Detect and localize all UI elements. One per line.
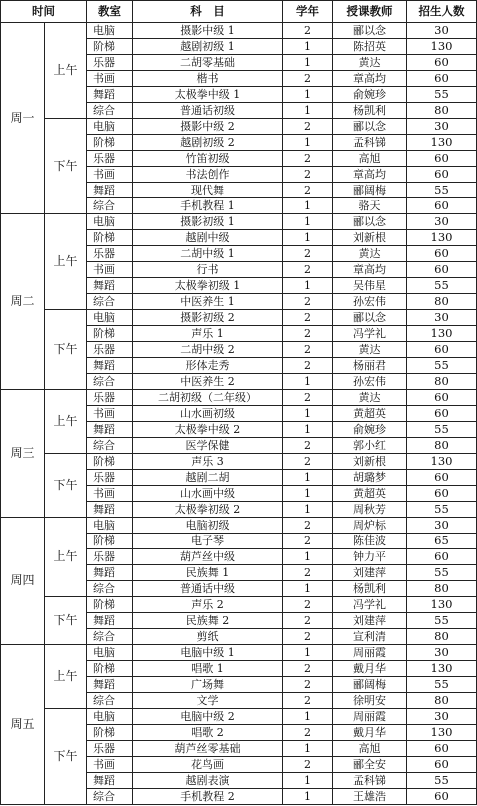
count-cell: 55 bbox=[407, 421, 477, 437]
subject-cell: 摄影初级 2 bbox=[133, 310, 283, 326]
year-cell: 1 bbox=[283, 645, 333, 661]
subject-cell: 竹笛初级 bbox=[133, 150, 283, 166]
teacher-cell: 俞婉珍 bbox=[333, 86, 407, 102]
count-cell: 60 bbox=[407, 262, 477, 278]
header-room: 教室 bbox=[87, 1, 133, 23]
count-cell: 60 bbox=[407, 198, 477, 214]
room-cell: 综合 bbox=[87, 629, 133, 645]
teacher-cell: 戴月华 bbox=[333, 661, 407, 677]
count-cell: 30 bbox=[407, 517, 477, 533]
teacher-cell: 郦以念 bbox=[333, 23, 407, 39]
year-cell: 1 bbox=[283, 740, 333, 756]
teacher-cell: 杨丽君 bbox=[333, 358, 407, 374]
year-cell: 1 bbox=[283, 501, 333, 517]
room-cell: 乐器 bbox=[87, 740, 133, 756]
subject-cell: 医学保健 bbox=[133, 437, 283, 453]
count-cell: 55 bbox=[407, 565, 477, 581]
year-cell: 2 bbox=[283, 389, 333, 405]
subject-cell: 文学 bbox=[133, 693, 283, 709]
count-cell: 30 bbox=[407, 23, 477, 39]
room-cell: 阶梯 bbox=[87, 533, 133, 549]
teacher-cell: 王雄浩 bbox=[333, 788, 407, 804]
subject-cell: 越剧中级 bbox=[133, 230, 283, 246]
room-cell: 综合 bbox=[87, 102, 133, 118]
count-cell: 30 bbox=[407, 118, 477, 134]
teacher-cell: 俞婉珍 bbox=[333, 421, 407, 437]
teacher-cell: 陈佳波 bbox=[333, 533, 407, 549]
count-cell: 130 bbox=[407, 326, 477, 342]
year-cell: 2 bbox=[283, 453, 333, 469]
subject-cell: 剪纸 bbox=[133, 629, 283, 645]
teacher-cell: 黄超英 bbox=[333, 485, 407, 501]
subject-cell: 民族舞 1 bbox=[133, 565, 283, 581]
year-cell: 2 bbox=[283, 118, 333, 134]
header-row bbox=[1, 1, 477, 23]
year-cell: 2 bbox=[283, 326, 333, 342]
subject-cell: 越剧二胡 bbox=[133, 469, 283, 485]
period-cell: 下午 bbox=[45, 453, 87, 517]
year-cell: 1 bbox=[283, 405, 333, 421]
count-cell: 55 bbox=[407, 501, 477, 517]
subject-cell: 行书 bbox=[133, 262, 283, 278]
subject-cell: 声乐 2 bbox=[133, 597, 283, 613]
count-cell: 80 bbox=[407, 294, 477, 310]
day-cell: 周一 bbox=[1, 23, 45, 214]
count-cell: 80 bbox=[407, 437, 477, 453]
count-cell: 55 bbox=[407, 358, 477, 374]
subject-cell: 二胡初级（二年级） bbox=[133, 389, 283, 405]
subject-cell: 声乐 3 bbox=[133, 453, 283, 469]
teacher-cell: 黄超英 bbox=[333, 405, 407, 421]
teacher-cell: 郦以念 bbox=[333, 310, 407, 326]
year-cell: 2 bbox=[283, 166, 333, 182]
subject-cell: 中医养生 1 bbox=[133, 294, 283, 310]
subject-cell: 葫芦丝中级 bbox=[133, 549, 283, 565]
subject-cell: 声乐 1 bbox=[133, 326, 283, 342]
year-cell: 1 bbox=[283, 230, 333, 246]
table-row bbox=[1, 389, 477, 405]
year-cell: 1 bbox=[283, 86, 333, 102]
period-cell: 下午 bbox=[45, 310, 87, 390]
count-cell: 60 bbox=[407, 342, 477, 358]
subject-cell: 二胡中级 1 bbox=[133, 246, 283, 262]
room-cell: 阶梯 bbox=[87, 134, 133, 150]
teacher-cell: 刘建萍 bbox=[333, 613, 407, 629]
room-cell: 书画 bbox=[87, 262, 133, 278]
teacher-cell: 骆天 bbox=[333, 198, 407, 214]
room-cell: 电脑 bbox=[87, 310, 133, 326]
subject-cell: 手机教程 2 bbox=[133, 788, 283, 804]
subject-cell: 摄影中级 2 bbox=[133, 118, 283, 134]
count-cell: 55 bbox=[407, 182, 477, 198]
count-cell: 30 bbox=[407, 214, 477, 230]
room-cell: 舞蹈 bbox=[87, 421, 133, 437]
count-cell: 130 bbox=[407, 134, 477, 150]
year-cell: 1 bbox=[283, 485, 333, 501]
count-cell: 60 bbox=[407, 740, 477, 756]
subject-cell: 二胡中级 2 bbox=[133, 342, 283, 358]
period-cell: 下午 bbox=[45, 708, 87, 804]
room-cell: 舞蹈 bbox=[87, 501, 133, 517]
table-row bbox=[1, 310, 477, 326]
teacher-cell: 郦以念 bbox=[333, 214, 407, 230]
teacher-cell: 郦全安 bbox=[333, 756, 407, 772]
subject-cell: 葫芦丝零基础 bbox=[133, 740, 283, 756]
table-row bbox=[1, 23, 477, 39]
room-cell: 书画 bbox=[87, 756, 133, 772]
day-cell: 周三 bbox=[1, 389, 45, 517]
count-cell: 60 bbox=[407, 389, 477, 405]
subject-cell: 手机教程 1 bbox=[133, 198, 283, 214]
subject-cell: 书法创作 bbox=[133, 166, 283, 182]
period-cell: 上午 bbox=[45, 645, 87, 709]
room-cell: 乐器 bbox=[87, 389, 133, 405]
teacher-cell: 陈招英 bbox=[333, 38, 407, 54]
year-cell: 1 bbox=[283, 278, 333, 294]
teacher-cell: 胡璐梦 bbox=[333, 469, 407, 485]
room-cell: 电脑 bbox=[87, 118, 133, 134]
count-cell: 55 bbox=[407, 677, 477, 693]
room-cell: 电脑 bbox=[87, 708, 133, 724]
subject-cell: 中医养生 2 bbox=[133, 373, 283, 389]
count-cell: 80 bbox=[407, 102, 477, 118]
teacher-cell: 郭小红 bbox=[333, 437, 407, 453]
room-cell: 书画 bbox=[87, 405, 133, 421]
room-cell: 书画 bbox=[87, 166, 133, 182]
table-row bbox=[1, 214, 477, 230]
year-cell: 1 bbox=[283, 772, 333, 788]
count-cell: 55 bbox=[407, 613, 477, 629]
count-cell: 80 bbox=[407, 693, 477, 709]
year-cell: 2 bbox=[283, 342, 333, 358]
subject-cell: 摄影初级 1 bbox=[133, 214, 283, 230]
room-cell: 电脑 bbox=[87, 645, 133, 661]
subject-cell: 二胡零基础 bbox=[133, 54, 283, 70]
room-cell: 阶梯 bbox=[87, 661, 133, 677]
teacher-cell: 郦以念 bbox=[333, 118, 407, 134]
subject-cell: 电子琴 bbox=[133, 533, 283, 549]
room-cell: 乐器 bbox=[87, 342, 133, 358]
year-cell: 2 bbox=[283, 693, 333, 709]
year-cell: 2 bbox=[283, 629, 333, 645]
count-cell: 55 bbox=[407, 278, 477, 294]
subject-cell: 唱歌 1 bbox=[133, 661, 283, 677]
day-cell: 周四 bbox=[1, 517, 45, 645]
count-cell: 30 bbox=[407, 310, 477, 326]
room-cell: 乐器 bbox=[87, 54, 133, 70]
year-cell: 1 bbox=[283, 38, 333, 54]
room-cell: 阶梯 bbox=[87, 326, 133, 342]
subject-cell: 电脑初级 bbox=[133, 517, 283, 533]
subject-cell: 越剧表演 bbox=[133, 772, 283, 788]
room-cell: 乐器 bbox=[87, 150, 133, 166]
room-cell: 电脑 bbox=[87, 23, 133, 39]
count-cell: 30 bbox=[407, 708, 477, 724]
room-cell: 电脑 bbox=[87, 517, 133, 533]
teacher-cell: 黄达 bbox=[333, 246, 407, 262]
subject-cell: 楷书 bbox=[133, 70, 283, 86]
period-cell: 上午 bbox=[45, 389, 87, 453]
room-cell: 舞蹈 bbox=[87, 278, 133, 294]
teacher-cell: 郦阔梅 bbox=[333, 182, 407, 198]
room-cell: 舞蹈 bbox=[87, 565, 133, 581]
header-time: 时间 bbox=[1, 1, 87, 23]
teacher-cell: 章高均 bbox=[333, 262, 407, 278]
room-cell: 综合 bbox=[87, 788, 133, 804]
header-enrollment: 招生人数 bbox=[407, 1, 477, 23]
subject-cell: 山水画初级 bbox=[133, 405, 283, 421]
room-cell: 乐器 bbox=[87, 549, 133, 565]
subject-cell: 太极拳初级 2 bbox=[133, 501, 283, 517]
teacher-cell: 周丽霞 bbox=[333, 645, 407, 661]
subject-cell: 普通话中级 bbox=[133, 581, 283, 597]
year-cell: 1 bbox=[283, 708, 333, 724]
room-cell: 综合 bbox=[87, 294, 133, 310]
schedule-body bbox=[1, 23, 477, 805]
subject-cell: 现代舞 bbox=[133, 182, 283, 198]
teacher-cell: 周炉标 bbox=[333, 517, 407, 533]
year-cell: 2 bbox=[283, 70, 333, 86]
period-cell: 上午 bbox=[45, 517, 87, 597]
count-cell: 55 bbox=[407, 86, 477, 102]
teacher-cell: 黄达 bbox=[333, 389, 407, 405]
subject-cell: 山水画中级 bbox=[133, 485, 283, 501]
teacher-cell: 周丽霞 bbox=[333, 708, 407, 724]
table-row bbox=[1, 517, 477, 533]
room-cell: 舞蹈 bbox=[87, 86, 133, 102]
year-cell: 1 bbox=[283, 134, 333, 150]
teacher-cell: 孙宏伟 bbox=[333, 294, 407, 310]
year-cell: 1 bbox=[283, 214, 333, 230]
subject-cell: 广场舞 bbox=[133, 677, 283, 693]
room-cell: 综合 bbox=[87, 437, 133, 453]
subject-cell: 电脑中级 1 bbox=[133, 645, 283, 661]
year-cell: 2 bbox=[283, 358, 333, 374]
room-cell: 舞蹈 bbox=[87, 613, 133, 629]
count-cell: 130 bbox=[407, 230, 477, 246]
count-cell: 60 bbox=[407, 405, 477, 421]
subject-cell: 太极拳初级 1 bbox=[133, 278, 283, 294]
year-cell: 2 bbox=[283, 262, 333, 278]
year-cell: 2 bbox=[283, 756, 333, 772]
year-cell: 1 bbox=[283, 549, 333, 565]
room-cell: 书画 bbox=[87, 485, 133, 501]
year-cell: 1 bbox=[283, 373, 333, 389]
count-cell: 60 bbox=[407, 70, 477, 86]
year-cell: 1 bbox=[283, 198, 333, 214]
teacher-cell: 冯学礼 bbox=[333, 326, 407, 342]
period-cell: 上午 bbox=[45, 214, 87, 310]
count-cell: 80 bbox=[407, 629, 477, 645]
room-cell: 舞蹈 bbox=[87, 182, 133, 198]
subject-cell: 越剧初级 1 bbox=[133, 38, 283, 54]
teacher-cell: 周秋芳 bbox=[333, 501, 407, 517]
count-cell: 60 bbox=[407, 788, 477, 804]
teacher-cell: 郦阔梅 bbox=[333, 677, 407, 693]
teacher-cell: 戴月华 bbox=[333, 724, 407, 740]
header-subject: 科 目 bbox=[133, 1, 283, 23]
room-cell: 舞蹈 bbox=[87, 358, 133, 374]
count-cell: 30 bbox=[407, 645, 477, 661]
teacher-cell: 黄达 bbox=[333, 54, 407, 70]
year-cell: 1 bbox=[283, 788, 333, 804]
room-cell: 书画 bbox=[87, 70, 133, 86]
count-cell: 65 bbox=[407, 533, 477, 549]
table-row bbox=[1, 453, 477, 469]
room-cell: 综合 bbox=[87, 198, 133, 214]
teacher-cell: 吴伟星 bbox=[333, 278, 407, 294]
teacher-cell: 章高均 bbox=[333, 166, 407, 182]
table-row bbox=[1, 708, 477, 724]
room-cell: 阶梯 bbox=[87, 230, 133, 246]
table-row bbox=[1, 645, 477, 661]
year-cell: 1 bbox=[283, 102, 333, 118]
teacher-cell: 杨凯利 bbox=[333, 581, 407, 597]
room-cell: 乐器 bbox=[87, 469, 133, 485]
teacher-cell: 孟科锑 bbox=[333, 134, 407, 150]
room-cell: 阶梯 bbox=[87, 597, 133, 613]
teacher-cell: 宣利清 bbox=[333, 629, 407, 645]
count-cell: 130 bbox=[407, 724, 477, 740]
teacher-cell: 孙宏伟 bbox=[333, 373, 407, 389]
teacher-cell: 徐明安 bbox=[333, 693, 407, 709]
subject-cell: 越剧初级 2 bbox=[133, 134, 283, 150]
teacher-cell: 刘建萍 bbox=[333, 565, 407, 581]
year-cell: 1 bbox=[283, 581, 333, 597]
room-cell: 电脑 bbox=[87, 214, 133, 230]
period-cell: 下午 bbox=[45, 118, 87, 214]
subject-cell: 电脑中级 2 bbox=[133, 708, 283, 724]
room-cell: 综合 bbox=[87, 373, 133, 389]
count-cell: 130 bbox=[407, 597, 477, 613]
subject-cell: 太极拳中级 1 bbox=[133, 86, 283, 102]
year-cell: 2 bbox=[283, 182, 333, 198]
room-cell: 综合 bbox=[87, 581, 133, 597]
teacher-cell: 章高均 bbox=[333, 70, 407, 86]
period-cell: 下午 bbox=[45, 597, 87, 645]
room-cell: 阶梯 bbox=[87, 724, 133, 740]
count-cell: 130 bbox=[407, 38, 477, 54]
year-cell: 2 bbox=[283, 517, 333, 533]
subject-cell: 形体走秀 bbox=[133, 358, 283, 374]
day-cell: 周二 bbox=[1, 214, 45, 389]
period-cell: 上午 bbox=[45, 23, 87, 119]
count-cell: 60 bbox=[407, 469, 477, 485]
subject-cell: 太极拳中级 2 bbox=[133, 421, 283, 437]
count-cell: 60 bbox=[407, 150, 477, 166]
room-cell: 舞蹈 bbox=[87, 677, 133, 693]
count-cell: 60 bbox=[407, 54, 477, 70]
year-cell: 2 bbox=[283, 724, 333, 740]
room-cell: 阶梯 bbox=[87, 38, 133, 54]
year-cell: 2 bbox=[283, 437, 333, 453]
count-cell: 55 bbox=[407, 772, 477, 788]
count-cell: 60 bbox=[407, 166, 477, 182]
count-cell: 60 bbox=[407, 246, 477, 262]
count-cell: 60 bbox=[407, 756, 477, 772]
subject-cell: 民族舞 2 bbox=[133, 613, 283, 629]
year-cell: 2 bbox=[283, 294, 333, 310]
teacher-cell: 高旭 bbox=[333, 740, 407, 756]
room-cell: 乐器 bbox=[87, 246, 133, 262]
teacher-cell: 刘新根 bbox=[333, 453, 407, 469]
teacher-cell: 黄达 bbox=[333, 342, 407, 358]
teacher-cell: 杨凯利 bbox=[333, 102, 407, 118]
year-cell: 2 bbox=[283, 533, 333, 549]
subject-cell: 普通话初级 bbox=[133, 102, 283, 118]
year-cell: 2 bbox=[283, 613, 333, 629]
day-cell: 周五 bbox=[1, 645, 45, 805]
subject-cell: 花鸟画 bbox=[133, 756, 283, 772]
year-cell: 2 bbox=[283, 597, 333, 613]
year-cell: 2 bbox=[283, 310, 333, 326]
year-cell: 2 bbox=[283, 661, 333, 677]
year-cell: 1 bbox=[283, 469, 333, 485]
year-cell: 2 bbox=[283, 677, 333, 693]
teacher-cell: 高旭 bbox=[333, 150, 407, 166]
count-cell: 80 bbox=[407, 581, 477, 597]
subject-cell: 摄影中级 1 bbox=[133, 23, 283, 39]
room-cell: 综合 bbox=[87, 693, 133, 709]
teacher-cell: 钟力平 bbox=[333, 549, 407, 565]
teacher-cell: 冯学礼 bbox=[333, 597, 407, 613]
header-year: 学年 bbox=[283, 1, 333, 23]
year-cell: 2 bbox=[283, 246, 333, 262]
count-cell: 130 bbox=[407, 661, 477, 677]
count-cell: 60 bbox=[407, 549, 477, 565]
count-cell: 130 bbox=[407, 453, 477, 469]
teacher-cell: 刘新根 bbox=[333, 230, 407, 246]
teacher-cell: 孟科锑 bbox=[333, 772, 407, 788]
subject-cell: 唱歌 2 bbox=[133, 724, 283, 740]
table-row bbox=[1, 597, 477, 613]
room-cell: 舞蹈 bbox=[87, 772, 133, 788]
room-cell: 阶梯 bbox=[87, 453, 133, 469]
table-row bbox=[1, 118, 477, 134]
header-teacher: 授课教师 bbox=[333, 1, 407, 23]
year-cell: 2 bbox=[283, 150, 333, 166]
year-cell: 1 bbox=[283, 54, 333, 70]
year-cell: 1 bbox=[283, 421, 333, 437]
year-cell: 2 bbox=[283, 23, 333, 39]
count-cell: 60 bbox=[407, 485, 477, 501]
count-cell: 80 bbox=[407, 373, 477, 389]
year-cell: 2 bbox=[283, 565, 333, 581]
